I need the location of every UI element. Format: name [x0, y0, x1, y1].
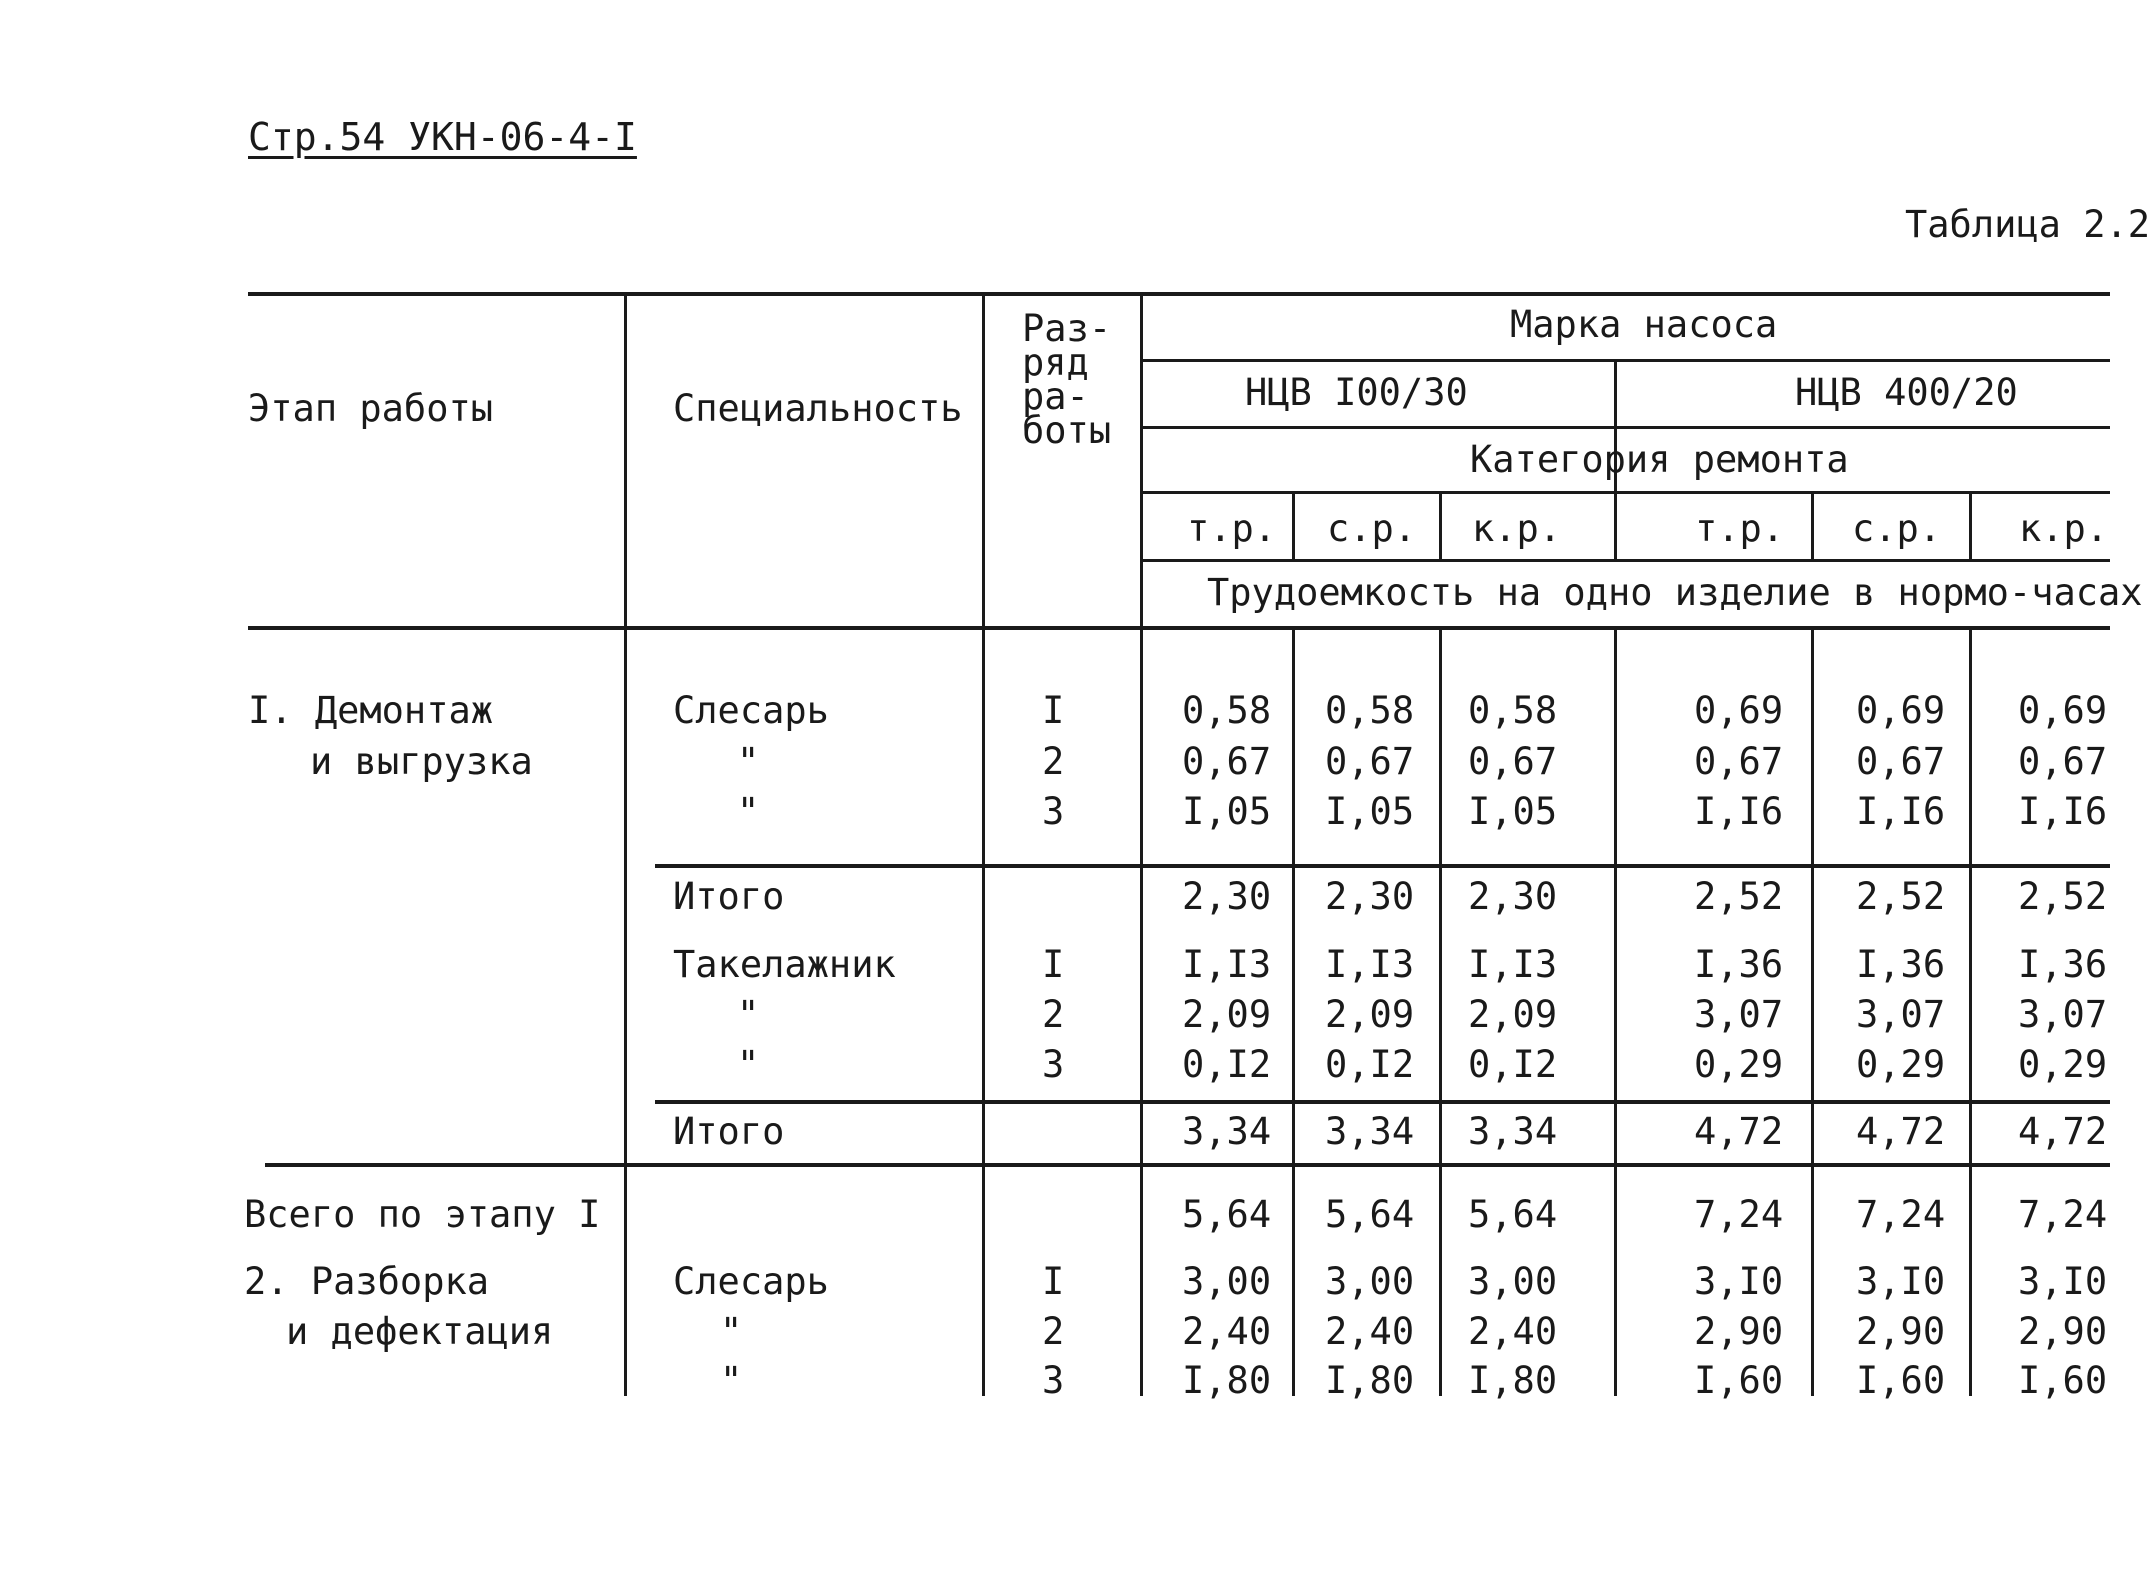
value-cell: I,05	[1325, 790, 1415, 833]
col-rule-kr1	[1614, 494, 1617, 559]
value-cell: I,60	[2018, 1359, 2108, 1402]
value-cell: 2,52	[1856, 875, 1946, 918]
value-cell: 0,67	[1325, 740, 1415, 783]
stage-cell: I. Демонтаж	[248, 689, 494, 732]
rule-categories	[1142, 559, 2110, 562]
value-cell: 2,90	[1694, 1310, 1784, 1353]
value-cell: I,60	[1694, 1359, 1784, 1402]
value-cell: 0,58	[1182, 689, 1272, 732]
grade-cell: I	[1042, 943, 1065, 986]
value-cell: 3,07	[1856, 993, 1946, 1036]
value-cell: 5,64	[1325, 1193, 1415, 1236]
page-header: Стр.54 УКН-06-4-I	[248, 115, 637, 159]
value-cell: 2,40	[1468, 1310, 1558, 1353]
value-cell: I,I6	[1856, 790, 1946, 833]
grade-cell: I	[1042, 1260, 1065, 1303]
body-col-rule-4	[1811, 630, 1814, 1396]
grade-cell: I	[1042, 689, 1065, 732]
col-rule-stage	[624, 292, 627, 1396]
value-cell: 2,09	[1468, 993, 1558, 1036]
value-cell: 2,09	[1325, 993, 1415, 1036]
value-cell: 3,07	[1694, 993, 1784, 1036]
table-top-rule	[248, 292, 2110, 296]
value-cell: 3,07	[2018, 993, 2108, 1036]
col-rule-sr1	[1439, 494, 1442, 559]
header-cat-sr-1: с.р.	[1327, 507, 1417, 550]
specialty-cell: "	[720, 1310, 743, 1353]
value-cell: I,I3	[1468, 943, 1558, 986]
value-cell: 7,24	[1856, 1193, 1946, 1236]
header-grade-line-1: Раз-	[1022, 307, 1112, 350]
value-cell: 2,40	[1325, 1310, 1415, 1353]
grade-cell: 2	[1042, 1310, 1065, 1353]
header-stage: Этап работы	[248, 387, 494, 430]
value-cell: 0,69	[2018, 689, 2108, 732]
value-cell: 0,67	[1468, 740, 1558, 783]
rule-subtotal-2	[655, 1100, 2110, 1104]
col-rule-specialty	[982, 292, 985, 1396]
body-col-rule-3	[1614, 630, 1617, 1396]
specialty-cell: Итого	[673, 875, 785, 918]
header-cat-kr-1: к.р.	[1472, 507, 1562, 550]
value-cell: 0,29	[1694, 1043, 1784, 1086]
grade-cell: 3	[1042, 1043, 1065, 1086]
value-cell: 0,I2	[1325, 1043, 1415, 1086]
specialty-cell: "	[737, 790, 760, 833]
value-cell: 3,I0	[2018, 1260, 2108, 1303]
rule-stage-total	[265, 1163, 2110, 1167]
specialty-cell: Такелажник	[673, 943, 896, 986]
value-cell: 0,58	[1468, 689, 1558, 732]
value-cell: I,I3	[1182, 943, 1272, 986]
header-grade-line-4: боты	[1022, 409, 1112, 452]
value-cell: 3,34	[1325, 1110, 1415, 1153]
grade-cell: 3	[1042, 790, 1065, 833]
value-cell: 0,29	[2018, 1043, 2108, 1086]
value-cell: 3,I0	[1694, 1260, 1784, 1303]
specialty-cell: "	[720, 1359, 743, 1402]
value-cell: I,I6	[2018, 790, 2108, 833]
body-col-rule-5	[1969, 630, 1972, 1396]
grade-cell: 3	[1042, 1359, 1065, 1402]
value-cell: 3,00	[1468, 1260, 1558, 1303]
value-cell: 5,64	[1182, 1193, 1272, 1236]
value-cell: I,05	[1182, 790, 1272, 833]
value-cell: 7,24	[1694, 1193, 1784, 1236]
value-cell: I,I6	[1694, 790, 1784, 833]
value-cell: 2,30	[1182, 875, 1272, 918]
stage-cell: и дефектация	[286, 1310, 554, 1353]
value-cell: 5,64	[1468, 1193, 1558, 1236]
value-cell: 2,52	[2018, 875, 2108, 918]
col-rule-tr1	[1292, 494, 1295, 559]
value-cell: I,36	[1694, 943, 1784, 986]
body-col-rule-2	[1439, 630, 1442, 1396]
stage-cell: 2. Разборка	[244, 1260, 490, 1303]
body-col-rule-1	[1292, 630, 1295, 1396]
value-cell: 0,67	[2018, 740, 2108, 783]
value-cell: 4,72	[2018, 1110, 2108, 1153]
value-cell: 3,34	[1182, 1110, 1272, 1153]
specialty-cell: "	[737, 993, 760, 1036]
value-cell: 0,I2	[1182, 1043, 1272, 1086]
header-cat-sr-2: с.р.	[1852, 507, 1942, 550]
value-cell: I,80	[1325, 1359, 1415, 1402]
header-repair-category: Категория ремонта	[1470, 438, 1849, 481]
value-cell: 2,30	[1468, 875, 1558, 918]
header-specialty: Специальность	[673, 387, 963, 430]
value-cell: I,05	[1468, 790, 1558, 833]
header-labor-units: Трудоемкость на одно изделие в нормо-часах	[1207, 571, 2143, 614]
value-cell: I,I3	[1325, 943, 1415, 986]
rule-subtotal-1	[655, 864, 2110, 868]
stage-cell: Всего по этапу I	[244, 1193, 601, 1236]
grade-cell: 2	[1042, 993, 1065, 1036]
value-cell: 7,24	[2018, 1193, 2108, 1236]
value-cell: 2,09	[1182, 993, 1272, 1036]
value-cell: 2,30	[1325, 875, 1415, 918]
specialty-cell: Слесарь	[673, 1260, 829, 1303]
col-rule-sr2	[1969, 494, 1972, 559]
header-pump-brand: Марка насоса	[1510, 303, 1778, 346]
value-cell: 2,52	[1694, 875, 1784, 918]
rule-pump-models	[1142, 426, 2110, 429]
value-cell: 0,67	[1182, 740, 1272, 783]
specialty-cell: Слесарь	[673, 689, 829, 732]
value-cell: 0,67	[1856, 740, 1946, 783]
value-cell: 0,I2	[1468, 1043, 1558, 1086]
rule-pump-brand	[1142, 359, 2110, 362]
specialty-cell: "	[737, 740, 760, 783]
header-grade-line-2: ряд	[1022, 341, 1089, 384]
col-rule-grade	[1140, 292, 1143, 1396]
value-cell: 3,34	[1468, 1110, 1558, 1153]
value-cell: 0,29	[1856, 1043, 1946, 1086]
rule-repair-category	[1142, 491, 2110, 494]
value-cell: 3,00	[1182, 1260, 1272, 1303]
value-cell: 3,00	[1325, 1260, 1415, 1303]
value-cell: 4,72	[1694, 1110, 1784, 1153]
value-cell: I,80	[1182, 1359, 1272, 1402]
grade-cell: 2	[1042, 740, 1065, 783]
value-cell: 0,69	[1856, 689, 1946, 732]
header-cat-tr-1: т.р.	[1187, 507, 1277, 550]
value-cell: I,36	[1856, 943, 1946, 986]
rule-header-bottom	[248, 626, 2110, 630]
value-cell: 0,58	[1325, 689, 1415, 732]
header-grade-line-3: ра-	[1022, 375, 1089, 418]
value-cell: 0,67	[1694, 740, 1784, 783]
specialty-cell: "	[737, 1043, 760, 1086]
stage-cell: и выгрузка	[310, 740, 533, 783]
value-cell: I,36	[2018, 943, 2108, 986]
value-cell: 2,40	[1182, 1310, 1272, 1353]
value-cell: I,80	[1468, 1359, 1558, 1402]
header-pump-2: НЦВ 400/20	[1795, 371, 2018, 414]
value-cell: 3,I0	[1856, 1260, 1946, 1303]
header-cat-kr-2: к.р.	[2019, 507, 2109, 550]
value-cell: 2,90	[1856, 1310, 1946, 1353]
table-label: Таблица 2.2	[1905, 203, 2151, 246]
col-rule-tr2	[1811, 494, 1814, 559]
value-cell: 2,90	[2018, 1310, 2108, 1353]
value-cell: 0,69	[1694, 689, 1784, 732]
value-cell: 4,72	[1856, 1110, 1946, 1153]
header-pump-1: НЦВ I00/30	[1245, 371, 1468, 414]
value-cell: I,60	[1856, 1359, 1946, 1402]
specialty-cell: Итого	[673, 1110, 785, 1153]
header-cat-tr-2: т.р.	[1695, 507, 1785, 550]
